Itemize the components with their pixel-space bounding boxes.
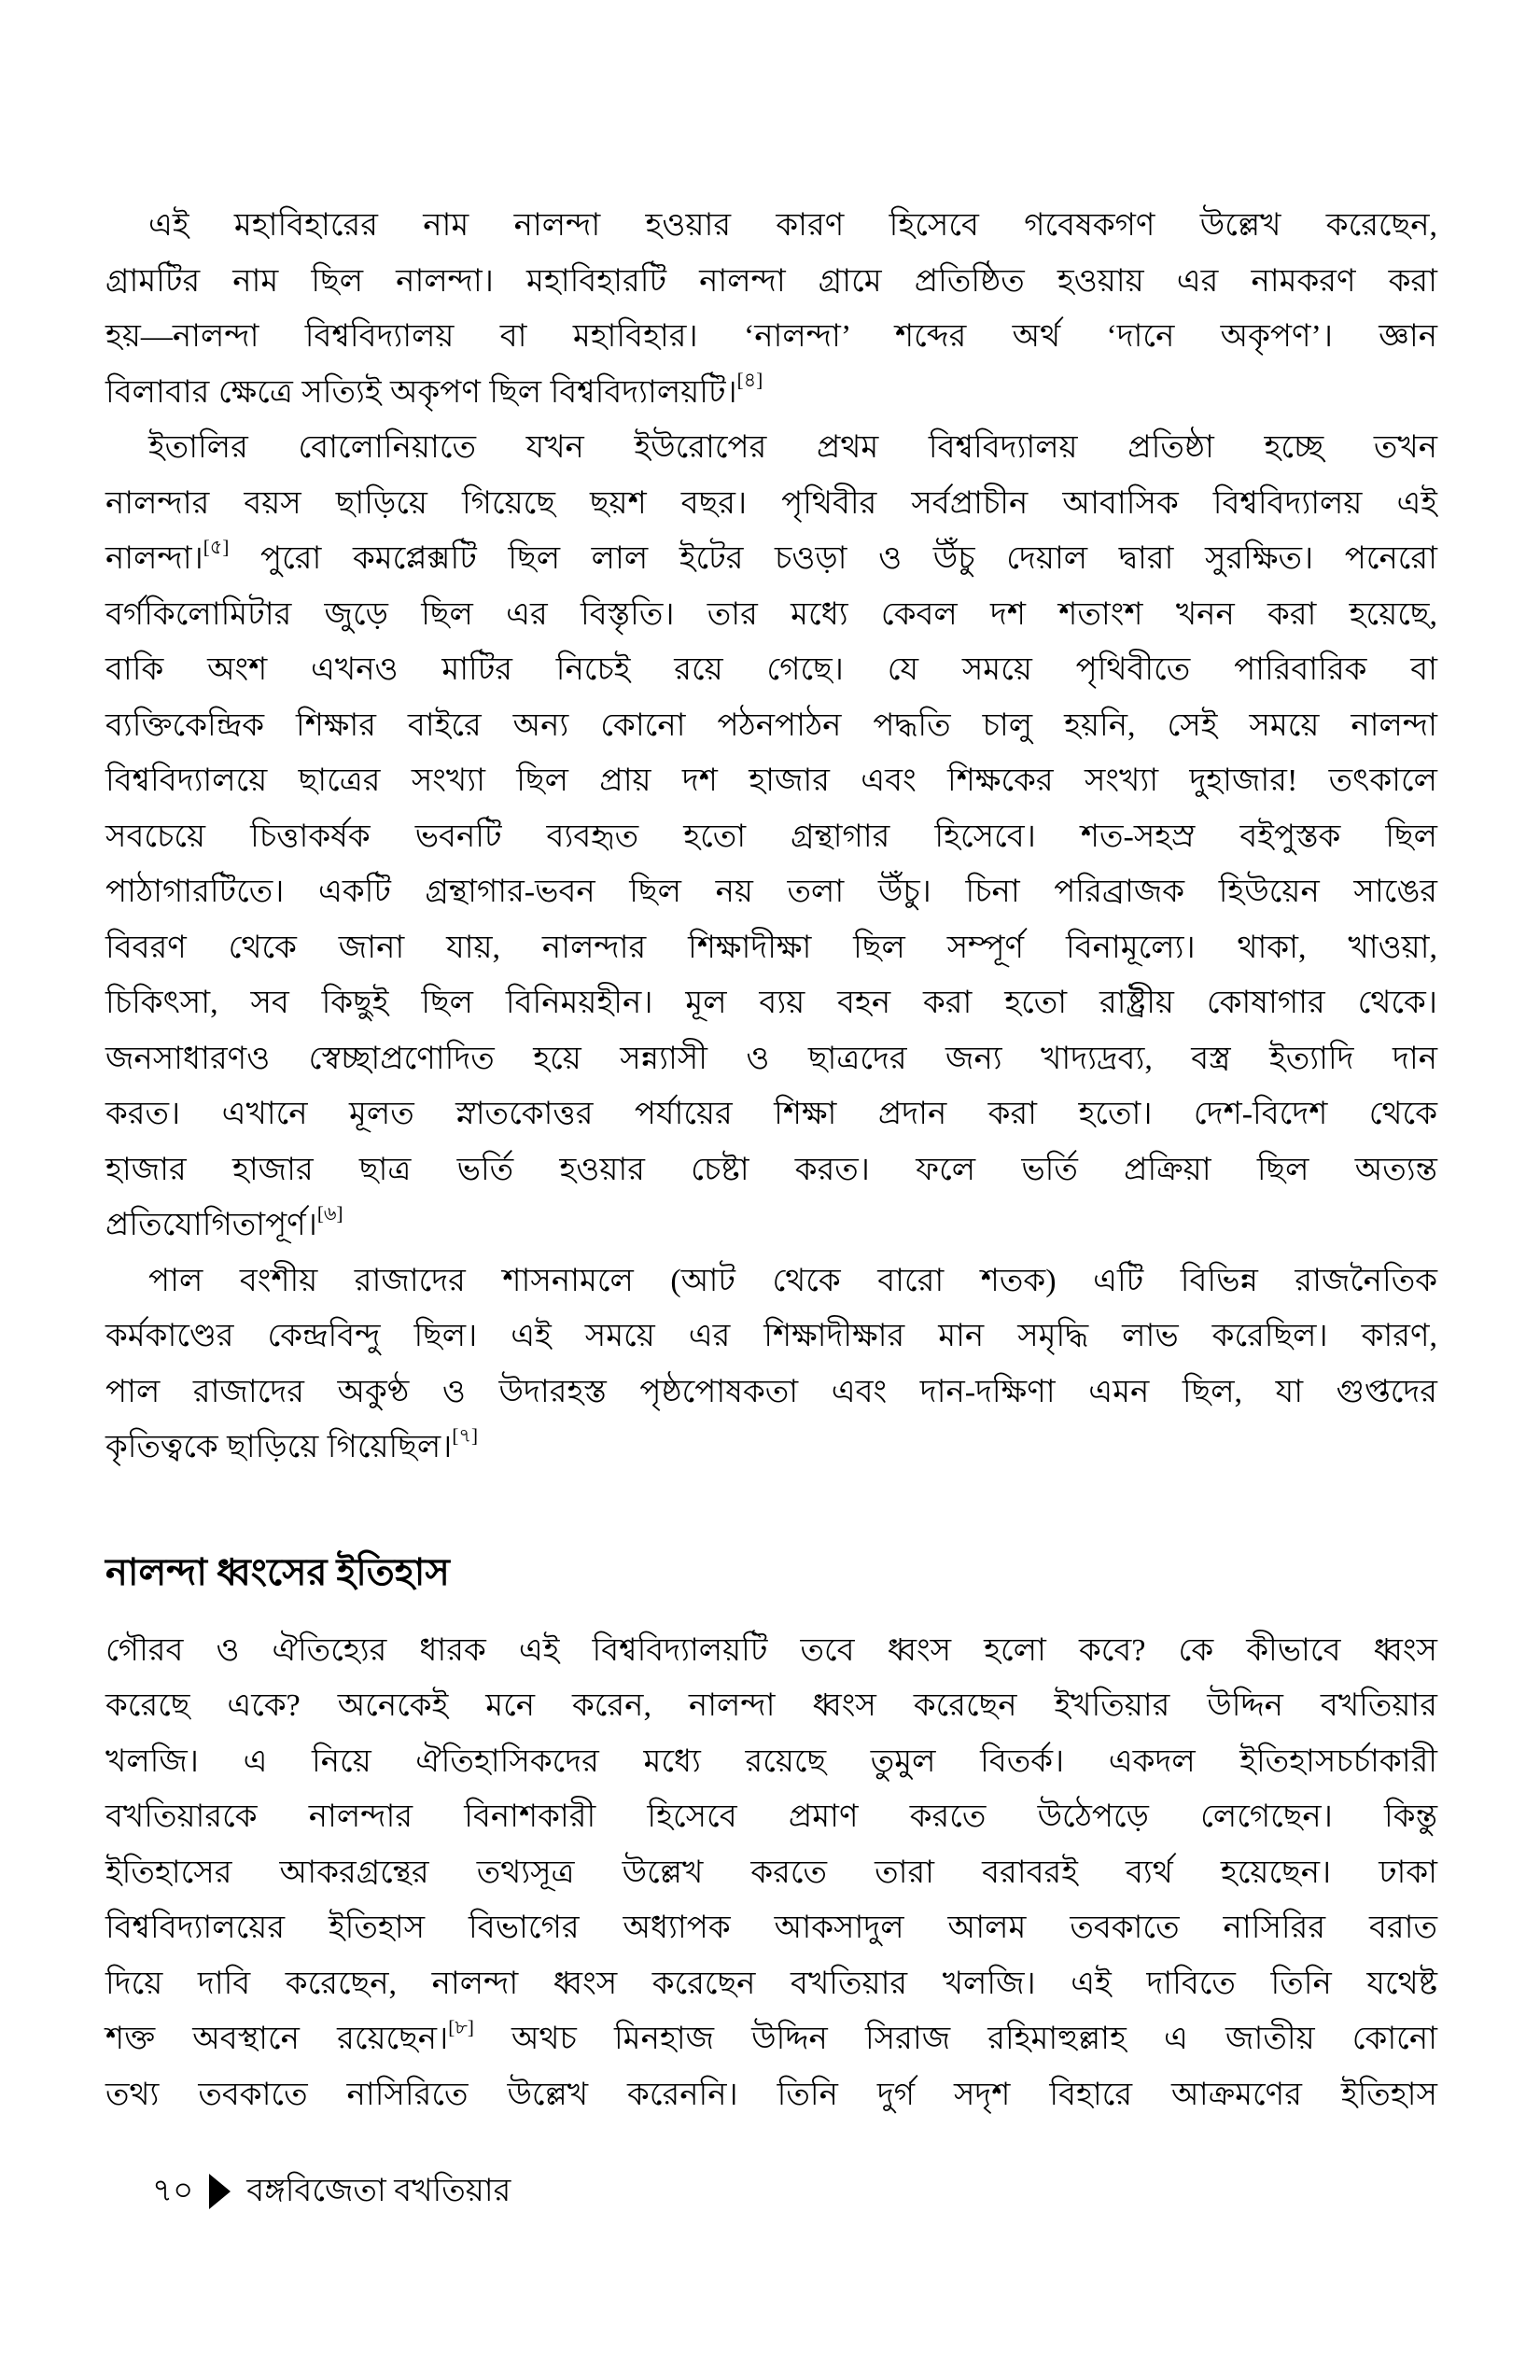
text-line: বিশ্ববিদ্যালয়ের ইতিহাস বিভাগের অধ্যাপক আকসাদুল আলম তবকাতে নাসিরির বরাত — [105, 1911, 1437, 1945]
text-line: গৌরব ও ঐতিহ্যের ধারক এই বিশ্ববিদ্যালয়টি তবে ধ্বংস হলো কবে? কে কীভাবে ধ্বংস — [105, 1632, 1437, 1668]
text-line: সবচেয়ে চিত্তাকর্ষক ভবনটি ব্যবহৃত হতো গ্রন্থাগার হিসেবে। শত-সহস্র বইপুস্তক ছিল — [105, 819, 1437, 854]
text-line: নালন্দা।[৫] পুরো কমপ্লেক্সটি ছিল লাল ইটের চওড়া ও উঁচু দেয়াল দ্বারা সুরক্ষিত। পনেরো — [105, 535, 1437, 576]
paragraph — [105, 1253, 1437, 1476]
text-line: চিকিৎসা, সব কিছুই ছিল বিনিময়হীন। মূল ব্যয় বহন করা হতো রাষ্ট্রীয় কোষাগার থেকে। — [105, 986, 1437, 1020]
text-line: গ্রামটির নাম ছিল নালন্দা। মহাবিহারটি নালন্দা গ্রামে প্রতিষ্ঠিত হওয়ায় এর নামকরণ করা — [105, 263, 1437, 299]
text-line: বিবরণ থেকে জানা যায়, নালন্দার শিক্ষাদীক্ষা ছিল সম্পূর্ণ বিনামূল্যে। থাকা, খাওয়া, — [105, 930, 1437, 965]
text-line: ব্যক্তিকেন্দ্রিক শিক্ষার বাইরে অন্য কোনো পঠনপাঠন পদ্ধতি চালু হয়নি, সেই সময়ে নালন্দা — [105, 707, 1437, 743]
page-body — [105, 198, 1437, 2122]
text-line: বাকি অংশ এখনও মাটির নিচেই রয়ে গেছে। যে সময়ে পৃথিবীতে পারিবারিক বা — [105, 652, 1437, 687]
text-line: করত। এখানে মূলত স্নাতকোত্তর পর্যায়ের শিক্ষা প্রদান করা হতো। দেশ-বিদেশ থেকে — [105, 1097, 1437, 1131]
paragraph — [105, 1623, 1437, 2123]
text-line: হয়—নালন্দা বিশ্ববিদ্যালয় বা মহাবিহার। ‘নালন্দা’ শব্দের অর্থ ‘দানে অকৃপণ’। জ্ঞান — [105, 319, 1437, 354]
text-line: শক্ত অবস্থানে রয়েছেন।[৮] অথচ মিনহাজ উদ্দিন সিরাজ রহিমাহুল্লাহ এ জাতীয় কোনো — [105, 2015, 1437, 2056]
paragraph — [105, 420, 1437, 1253]
footnote-marker: [৭] — [452, 1423, 478, 1447]
paragraph — [105, 198, 1437, 420]
text-line: জনসাধারণও স্বেচ্ছাপ্রণোদিত হয়ে সন্ন্যাসী ও ছাত্রদের জন্য খাদ্যদ্রব্য, বস্ত্র ইত্যাদি দান — [105, 1041, 1437, 1076]
text-line: বখতিয়ারকে নালন্দার বিনাশকারী হিসেবে প্রমাণ করতে উঠেপড়ে লেগেছেন। কিন্তু — [105, 1799, 1437, 1834]
text-line: বিলাবার ক্ষেত্রে সত্যিই অকৃপণ ছিল বিশ্ববিদ্যালয়টি।[৪] — [105, 369, 763, 410]
paragraph-group-after-heading — [105, 1623, 1437, 2123]
book-title: বঙ্গবিজেতা বখতিয়ার — [246, 2174, 511, 2208]
text-line: এই মহাবিহারের নাম নালন্দা হওয়ার কারণ হিসেবে গবেষকগণ উল্লেখ করেছেন, — [148, 208, 1437, 243]
paragraph-group-before-heading — [105, 198, 1437, 1476]
page-footer — [152, 2167, 511, 2216]
page-number: ৭০ — [152, 2174, 194, 2208]
text-line: পাল বংশীয় রাজাদের শাসনামলে (আট থেকে বারো শতক) এটি বিভিন্ন রাজনৈতিক — [148, 1263, 1437, 1298]
text-line: কর্মকাণ্ডের কেন্দ্রবিন্দু ছিল। এই সময়ে এর শিক্ষাদীক্ষার মান সমৃদ্ধি লাভ করেছিল। কারণ, — [105, 1319, 1437, 1353]
text-line: বর্গকিলোমিটার জুড়ে ছিল এর বিস্তৃতি। তার মধ্যে কেবল দশ শতাংশ খনন করা হয়েছে, — [105, 596, 1437, 632]
text-line: বিশ্ববিদ্যালয়ে ছাত্রের সংখ্যা ছিল প্রায় দশ হাজার এবং শিক্ষকের সংখ্যা দুহাজার! তৎকালে — [105, 763, 1437, 798]
footnote-marker: [৫] — [203, 535, 230, 558]
text-line: খলজি। এ নিয়ে ঐতিহাসিকদের মধ্যে রয়েছে তুমুল বিতর্ক। একদল ইতিহাসচর্চাকারী — [105, 1743, 1437, 1779]
text-line: দিয়ে দাবি করেছেন, নালন্দা ধ্বংস করেছেন বখতিয়ার খলজি। এই দাবিতে তিনি যথেষ্ট — [105, 1966, 1437, 2001]
text-line: কৃতিত্বকে ছাড়িয়ে গিয়েছিল।[৭] — [105, 1423, 478, 1464]
text-line: নালন্দার বয়স ছাড়িয়ে গিয়েছে ছয়শ বছর। পৃথিবীর সর্বপ্রাচীন আবাসিক বিশ্ববিদ্যালয় এই — [105, 485, 1437, 521]
section-heading: নালন্দা ধ্বংসের ইতিহাস — [105, 1550, 450, 1593]
footnote-marker: [৬] — [316, 1201, 343, 1225]
text-line: প্রতিযোগিতাপূর্ণ।[৬] — [105, 1201, 343, 1242]
text-line: ইতালির বোলোনিয়াতে যখন ইউরোপের প্রথম বিশ্ববিদ্যালয় প্রতিষ্ঠা হচ্ছে তখন — [148, 430, 1437, 465]
text-line: তথ্য তবকাতে নাসিরিতে উল্লেখ করেননি। তিনি দুর্গ সদৃশ বিহারে আক্রমণের ইতিহাস — [105, 2077, 1437, 2112]
right-triangle-icon — [209, 2174, 231, 2209]
text-line: পাল রাজাদের অকুণ্ঠ ও উদারহস্ত পৃষ্ঠপোষকতা এবং দান-দক্ষিণা এমন ছিল, যা গুপ্তদের — [105, 1374, 1437, 1409]
text-line: হাজার হাজার ছাত্র ভর্তি হওয়ার চেষ্টা করত। ফলে ভর্তি প্রক্রিয়া ছিল অত্যন্ত — [105, 1152, 1437, 1187]
text-line: পাঠাগারটিতে। একটি গ্রন্থাগার-ভবন ছিল নয় তলা উঁচু। চিনা পরিব্রাজক হিউয়েন সাঙের — [105, 875, 1437, 909]
footnote-marker: [৮] — [448, 2015, 474, 2038]
text-line: করেছে একে? অনেকেই মনে করেন, নালন্দা ধ্বংস করেছেন ইখতিয়ার উদ্দিন বখতিয়ার — [105, 1688, 1437, 1723]
text-line: ইতিহাসের আকরগ্রন্থের তথ্যসূত্র উল্লেখ করতে তারা বরাবরই ব্যর্থ হয়েছেন। ঢাকা — [105, 1855, 1437, 1890]
footnote-marker: [৪] — [736, 369, 763, 392]
